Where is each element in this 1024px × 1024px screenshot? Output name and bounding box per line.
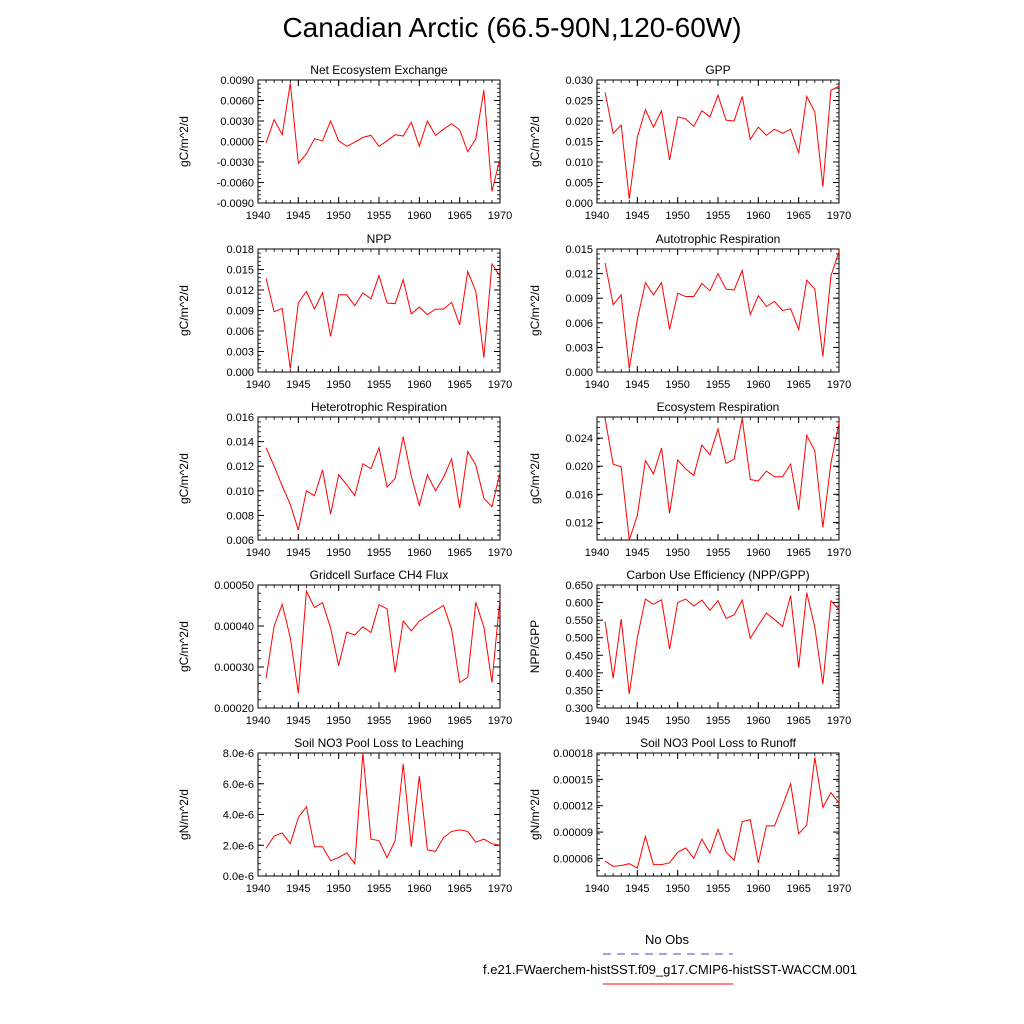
y-tick-label: 0.00030: [214, 662, 254, 674]
y-tick-label: -0.0090: [216, 198, 254, 210]
y-tick-label: -0.0030: [216, 157, 254, 169]
y-tick-label: 0.020: [565, 461, 593, 474]
series-line: [605, 593, 839, 694]
x-tick-label: 1950: [326, 883, 351, 895]
y-tick-label: 0.000: [565, 198, 593, 210]
panel-title: Autotrophic Respiration: [655, 232, 781, 246]
plot-frame: [597, 417, 839, 540]
x-tick-label: 1940: [584, 715, 610, 727]
x-tick-label: 1965: [447, 715, 472, 727]
x-tick-label: 1945: [286, 547, 311, 559]
x-tick-label: 1960: [407, 883, 432, 895]
x-tick-label: 1945: [625, 715, 650, 727]
series-line: [266, 753, 500, 864]
panel-title: Heterotrophic Respiration: [310, 400, 448, 414]
x-tick-label: 1950: [665, 715, 690, 727]
x-tick-label: 1940: [245, 715, 271, 727]
x-tick-label: 1970: [826, 715, 852, 727]
x-tick-label: 1945: [625, 210, 650, 222]
panel-net-ecosystem-exchange: [177, 63, 512, 222]
y-tick-label: 0.00020: [214, 703, 254, 715]
panel-heterotrophic-respiration: [177, 400, 512, 559]
x-tick-label: 1955: [366, 379, 392, 391]
x-tick-label: 1950: [665, 379, 690, 391]
x-tick-label: 1960: [407, 210, 432, 222]
y-tick-label: 0.0e-6: [222, 871, 254, 883]
y-tick-label: 0.0060: [220, 95, 254, 108]
y-tick-label: 0.025: [565, 95, 593, 108]
x-tick-label: 1940: [245, 210, 271, 222]
y-tick-label: 4.0e-6: [222, 809, 254, 822]
x-tick-label: 1960: [407, 547, 432, 559]
y-tick-label: 0.015: [226, 264, 254, 277]
panel-title: GPP: [705, 63, 731, 77]
plot-frame: [258, 249, 500, 372]
legend-label-model-run: f.e21.FWaerchem-histSST.f09_g17.CMIP6-histSST-WACCM.001: [483, 962, 857, 977]
y-tick-label: 0.018: [226, 244, 254, 256]
x-tick-label: 1960: [407, 379, 432, 391]
x-tick-label: 1940: [584, 379, 610, 391]
x-tick-label: 1970: [487, 379, 513, 391]
panel-title: NPP: [366, 232, 392, 246]
series-line: [605, 86, 839, 199]
y-tick-label: 0.0030: [220, 116, 254, 128]
panel-carbon-use-efficiency-npp-gpp: [528, 568, 851, 727]
y-axis-label: gC/m^2/d: [177, 116, 191, 167]
y-tick-label: 0.00009: [553, 827, 593, 840]
y-axis-label: gC/m^2/d: [177, 621, 191, 672]
x-tick-label: 1965: [786, 715, 811, 727]
y-tick-label: 0.00050: [214, 580, 254, 592]
x-tick-label: 1945: [286, 210, 311, 222]
y-tick-label: 0.400: [565, 667, 593, 680]
series-line: [605, 251, 839, 368]
x-tick-label: 1965: [786, 379, 811, 391]
x-tick-label: 1955: [366, 715, 392, 727]
series-line: [605, 418, 839, 540]
x-tick-label: 1955: [705, 210, 731, 222]
y-tick-label: 0.00040: [214, 621, 254, 633]
y-axis-label: gC/m^2/d: [177, 453, 191, 504]
x-tick-label: 1970: [487, 210, 513, 222]
x-tick-label: 1950: [665, 547, 690, 559]
y-tick-label: 0.000: [565, 367, 593, 379]
y-tick-label: 0.014: [226, 436, 254, 449]
x-tick-label: 1970: [487, 715, 513, 727]
y-axis-label: gC/m^2/d: [177, 285, 191, 336]
x-tick-label: 1945: [625, 883, 650, 895]
x-tick-label: 1970: [826, 379, 852, 391]
y-tick-label: 0.005: [565, 177, 593, 190]
x-tick-label: 1965: [786, 883, 811, 895]
figure-title: Canadian Arctic (66.5-90N,120-60W): [282, 12, 742, 43]
x-tick-label: 1970: [487, 883, 513, 895]
plot-frame: [597, 585, 839, 708]
plot-frame: [258, 753, 500, 876]
y-tick-label: 0.00015: [553, 774, 593, 787]
x-tick-label: 1960: [746, 379, 771, 391]
y-axis-label: NPP/GPP: [528, 619, 542, 674]
y-tick-label: 0.008: [226, 510, 254, 523]
series-line: [266, 437, 500, 530]
y-tick-label: 0.450: [565, 650, 593, 663]
x-tick-label: 1960: [407, 715, 432, 727]
x-tick-label: 1945: [625, 379, 650, 391]
y-tick-label: 0.024: [565, 433, 593, 446]
x-tick-label: 1970: [826, 547, 852, 559]
x-tick-label: 1965: [786, 210, 811, 222]
x-tick-label: 1955: [705, 715, 731, 727]
y-axis-label: gN/m^2/d: [528, 789, 542, 840]
series-line: [266, 591, 500, 693]
y-tick-label: 0.00006: [553, 853, 593, 866]
y-tick-label: 0.550: [565, 615, 593, 628]
panel-title: Carbon Use Efficiency (NPP/GPP): [626, 568, 810, 582]
y-tick-label: 0.015: [565, 244, 593, 256]
y-tick-label: 0.016: [226, 412, 254, 424]
x-tick-label: 1940: [245, 883, 271, 895]
y-tick-label: 0.0000: [220, 136, 254, 149]
x-tick-label: 1945: [286, 715, 311, 727]
panel-title: Soil NO3 Pool Loss to Runoff: [640, 736, 796, 750]
y-axis-label: gC/m^2/d: [528, 285, 542, 336]
plot-frame: [597, 249, 839, 372]
legend-swatch-no-obs: [603, 951, 733, 957]
x-tick-label: 1965: [447, 210, 472, 222]
y-tick-label: 0.003: [226, 346, 254, 359]
panel-npp: [177, 232, 512, 391]
y-tick-label: -0.0060: [216, 177, 254, 190]
y-tick-label: 0.000: [226, 367, 254, 379]
y-tick-label: 8.0e-6: [222, 748, 254, 760]
panel-title: Soil NO3 Pool Loss to Leaching: [294, 736, 464, 750]
y-tick-label: 0.012: [226, 461, 254, 474]
y-tick-label: 0.012: [226, 285, 254, 297]
y-tick-label: 0.009: [226, 305, 254, 318]
x-tick-label: 1965: [447, 379, 472, 391]
x-tick-label: 1945: [286, 379, 311, 391]
panel-title: Gridcell Surface CH4 Flux: [309, 568, 449, 582]
series-line: [266, 83, 500, 191]
x-tick-label: 1940: [245, 379, 271, 391]
x-tick-label: 1955: [705, 547, 731, 559]
x-tick-label: 1950: [326, 547, 351, 559]
x-tick-label: 1950: [326, 210, 351, 222]
x-tick-label: 1940: [584, 210, 610, 222]
panel-ecosystem-respiration: [528, 400, 851, 559]
y-tick-label: 0.003: [565, 342, 593, 355]
y-tick-label: 0.350: [565, 685, 593, 698]
y-tick-label: 0.0090: [220, 75, 254, 87]
y-tick-label: 2.0e-6: [222, 840, 254, 853]
x-tick-label: 1950: [665, 883, 690, 895]
y-axis-label: gC/m^2/d: [528, 453, 542, 504]
x-tick-label: 1960: [746, 883, 771, 895]
x-tick-label: 1940: [584, 547, 610, 559]
x-tick-label: 1970: [826, 883, 852, 895]
plot-frame: [597, 80, 839, 203]
y-tick-label: 0.00018: [553, 748, 593, 760]
y-tick-label: 0.012: [565, 517, 593, 530]
x-tick-label: 1950: [326, 715, 351, 727]
y-tick-label: 0.030: [565, 75, 593, 87]
legend-swatch-model-run: [603, 981, 733, 987]
y-tick-label: 0.015: [565, 136, 593, 149]
x-tick-label: 1955: [705, 883, 731, 895]
plot-frame: [597, 753, 839, 876]
y-tick-label: 0.006: [226, 535, 254, 547]
y-tick-label: 0.016: [565, 489, 593, 502]
y-axis-label: gN/m^2/d: [177, 789, 191, 840]
y-tick-label: 0.650: [565, 580, 593, 592]
y-tick-label: 0.020: [565, 116, 593, 128]
y-tick-label: 0.600: [565, 597, 593, 610]
x-tick-label: 1945: [286, 883, 311, 895]
y-tick-label: 0.009: [565, 293, 593, 306]
y-tick-label: 0.006: [226, 326, 254, 338]
x-tick-label: 1970: [826, 210, 852, 222]
y-tick-label: 6.0e-6: [222, 778, 254, 791]
panel-soil-no3-pool-loss-to-leaching: [177, 736, 512, 895]
x-tick-label: 1960: [746, 715, 771, 727]
panel-title: Net Ecosystem Exchange: [310, 63, 448, 77]
y-axis-label: gC/m^2/d: [528, 116, 542, 167]
x-tick-label: 1960: [746, 210, 771, 222]
legend-label-no-obs: No Obs: [644, 932, 690, 947]
panel-autotrophic-respiration: [528, 232, 851, 391]
y-tick-label: 0.300: [565, 703, 593, 715]
x-tick-label: 1945: [625, 547, 650, 559]
y-tick-label: 0.010: [226, 485, 254, 498]
x-tick-label: 1965: [786, 547, 811, 559]
y-tick-label: 0.012: [565, 268, 593, 281]
x-tick-label: 1955: [705, 379, 731, 391]
series-line: [266, 264, 500, 369]
y-tick-label: 0.500: [565, 632, 593, 645]
x-tick-label: 1955: [366, 883, 392, 895]
x-tick-label: 1955: [366, 210, 392, 222]
panel-title: Ecosystem Respiration: [656, 400, 780, 414]
x-tick-label: 1950: [665, 210, 690, 222]
x-tick-label: 1940: [584, 883, 610, 895]
y-tick-label: 0.010: [565, 157, 593, 169]
x-tick-label: 1950: [326, 379, 351, 391]
series-line: [605, 757, 839, 868]
x-tick-label: 1965: [447, 547, 472, 559]
x-tick-label: 1960: [746, 547, 771, 559]
panel-gpp: [528, 63, 851, 222]
panel-gridcell-surface-ch4-flux: [177, 568, 512, 727]
x-tick-label: 1970: [487, 547, 513, 559]
panel-soil-no3-pool-loss-to-runoff: [528, 736, 851, 895]
x-tick-label: 1965: [447, 883, 472, 895]
y-tick-label: 0.006: [565, 317, 593, 330]
plot-frame: [258, 585, 500, 708]
y-tick-label: 0.00012: [553, 800, 593, 813]
x-tick-label: 1955: [366, 547, 392, 559]
x-tick-label: 1940: [245, 547, 271, 559]
